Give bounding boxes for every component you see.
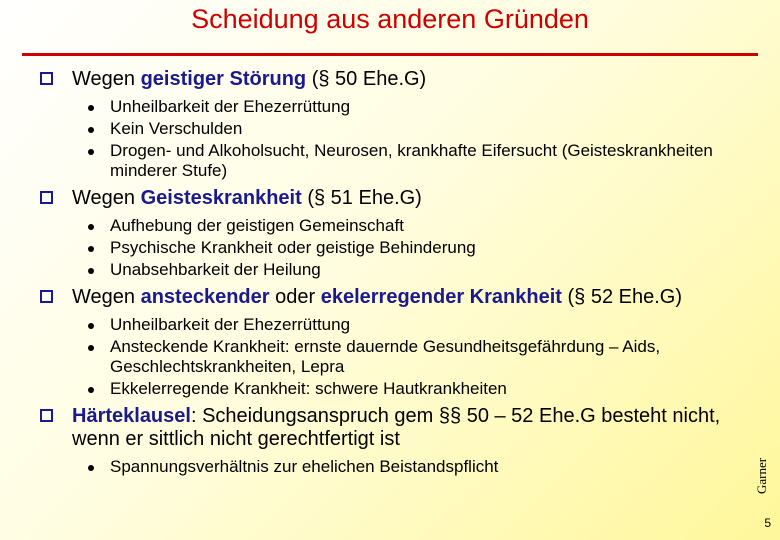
bullet-dot-icon — [88, 224, 94, 230]
heading-emphasis: Härteklausel — [72, 405, 191, 427]
list-item — [38, 141, 738, 181]
list-item-text: Unheilbarkeit der Ehezerrüttung — [110, 315, 351, 334]
heading-emphasis: Geisteskrankheit — [140, 187, 302, 209]
bullet-list — [38, 315, 738, 399]
slide-content — [38, 68, 738, 483]
bullet-dot-icon — [88, 465, 94, 471]
heading-text: oder — [269, 286, 321, 308]
list-item — [38, 457, 738, 477]
bullet-dot-icon — [88, 323, 94, 329]
heading-text: (§ 52 Ehe.G) — [561, 286, 682, 308]
page-number: 5 — [764, 516, 771, 530]
list-item — [38, 315, 738, 335]
bullet-dot-icon — [88, 105, 94, 111]
bullet-dot-icon — [88, 127, 94, 133]
section-heading — [38, 68, 738, 91]
bullet-dot-icon — [88, 268, 94, 274]
heading-text: : Scheidungsanspruch gem §§ 50 – 52 Ehe.G besteht nicht, wenn er sittlich nicht gerechtfertigt ist — [72, 405, 721, 450]
list-item-text: Ansteckende Krankheit: ernste dauernde Gesundheitsgefährdung – Aids, Geschlechtskrankheiten, Lepra — [110, 337, 661, 376]
list-item — [38, 337, 738, 377]
heading-text: Wegen — [72, 286, 141, 308]
list-item-text: Spannungsverhältnis zur ehelichen Beistandspflicht — [110, 457, 499, 476]
heading-text: Wegen — [72, 68, 141, 90]
heading-text: Wegen — [72, 187, 141, 209]
list-item — [38, 97, 738, 117]
list-item-text: Unheilbarkeit der Ehezerrüttung — [110, 97, 351, 116]
list-item — [38, 119, 738, 139]
section-heading — [38, 286, 738, 309]
heading-emphasis: ekelerregender Krankheit — [320, 286, 562, 308]
list-item-text: Psychische Krankheit oder geistige Behinderung — [110, 238, 476, 257]
list-item — [38, 216, 738, 236]
bullet-dot-icon — [88, 345, 94, 351]
list-item — [38, 379, 738, 399]
checkbox-bullet-icon — [40, 191, 53, 204]
section-geisteskrankheit — [38, 187, 738, 280]
heading-emphasis: geistiger Störung — [140, 68, 307, 90]
bullet-list — [38, 216, 738, 280]
list-item — [38, 260, 738, 280]
bullet-dot-icon — [88, 149, 94, 155]
heading-text: (§ 50 Ehe.G) — [306, 68, 427, 90]
section-ansteckende-krankheit — [38, 286, 738, 399]
section-heading — [38, 187, 738, 210]
checkbox-bullet-icon — [40, 72, 53, 85]
title-divider — [22, 53, 758, 56]
slide-title: Scheidung aus anderen Gründen — [191, 4, 589, 34]
checkbox-bullet-icon — [40, 409, 53, 422]
author-side-label: Garner — [754, 457, 769, 494]
bullet-list — [38, 457, 738, 477]
section-geistige-stoerung — [38, 68, 738, 181]
list-item-text: Unabsehbarkeit der Heilung — [110, 260, 321, 279]
heading-text: (§ 51 Ehe.G) — [301, 187, 422, 209]
list-item-text: Aufhebung der geistigen Gemeinschaft — [110, 216, 404, 235]
list-item-text: Drogen- und Alkoholsucht, Neurosen, krankhafte Eifersucht (Geisteskrankheiten minderer Stufe) — [110, 141, 713, 180]
list-item-text: Kein Verschulden — [110, 119, 243, 138]
list-item — [38, 238, 738, 258]
checkbox-bullet-icon — [40, 290, 53, 303]
list-item-text: Ekkelerregende Krankheit: schwere Hautkrankheiten — [110, 379, 507, 398]
bullet-list — [38, 97, 738, 181]
bullet-dot-icon — [88, 387, 94, 393]
bullet-dot-icon — [88, 246, 94, 252]
heading-emphasis: ansteckender — [140, 286, 270, 308]
section-haerteklausel — [38, 405, 738, 477]
section-heading — [38, 405, 738, 451]
